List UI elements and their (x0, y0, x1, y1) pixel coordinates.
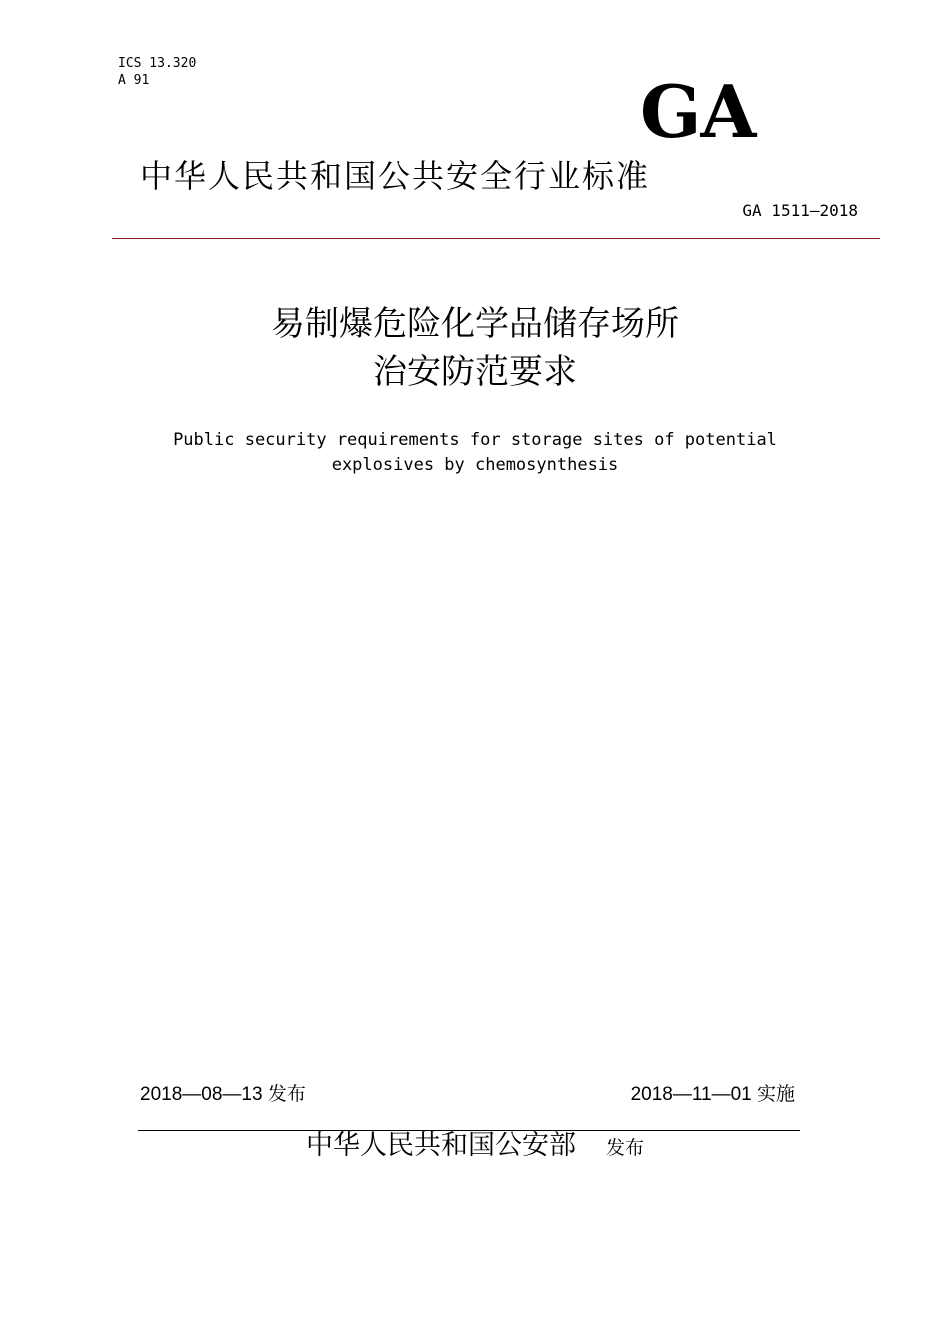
ccs-code: A 91 (118, 73, 150, 88)
title-english (0, 428, 950, 478)
publisher-name: 中华人民共和国公安部 (305, 1130, 576, 1161)
standard-number: GA 1511—2018 (742, 201, 858, 220)
header-divider (112, 238, 880, 239)
title-chinese-line-2: 治安防范要求 (373, 352, 577, 392)
title-chinese-line-1: 易制爆危险化学品储存场所 (271, 304, 679, 344)
issue-date: 2018—08—13 发布 (140, 1084, 306, 1105)
implementation-date: 2018—11—01 实施 (630, 1084, 795, 1105)
standard-category: 中华人民共和国公共安全行业标准 (140, 157, 651, 195)
publisher-verb: 发布 (605, 1137, 644, 1159)
ics-code: ICS 13.320 (118, 56, 197, 71)
publisher-line (0, 1128, 950, 1164)
title-english-line-2: explosives by chemosynthesis (331, 455, 619, 475)
title-chinese (0, 300, 950, 396)
ga-logo: GA (640, 69, 756, 154)
title-english-line-1: Public security requirements for storage sites of potential (173, 430, 777, 450)
